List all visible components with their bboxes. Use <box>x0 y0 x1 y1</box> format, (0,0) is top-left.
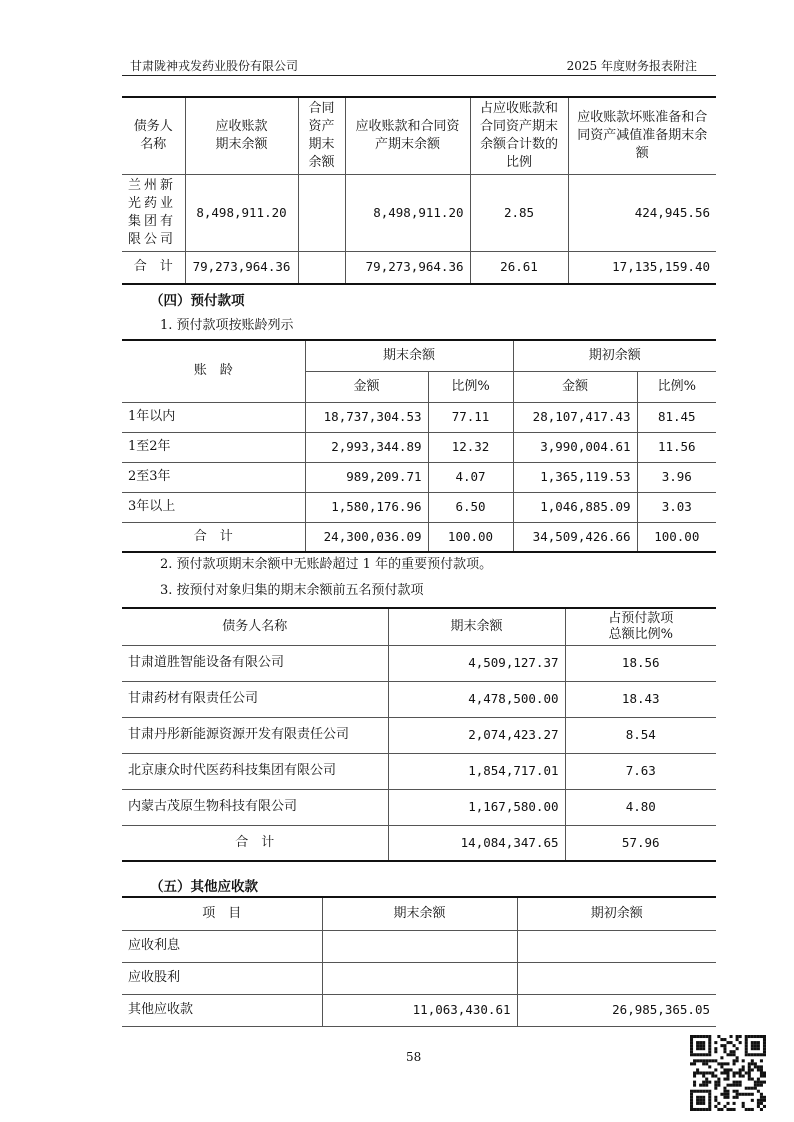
begin-amount: 3,990,004.61 <box>513 432 637 462</box>
table-row <box>122 462 716 492</box>
end-balance: 11,063,430.61 <box>322 994 517 1026</box>
debtor-name: 兰州新光药业集团有限公司 <box>122 174 185 251</box>
end-balance: 14,084,347.65 <box>388 825 565 861</box>
table-row <box>122 492 716 522</box>
ratio: 4.80 <box>565 789 716 825</box>
col-end-ratio: 比例% <box>428 371 513 402</box>
end-amount: 989,209.71 <box>305 462 428 492</box>
ratio: 57.96 <box>565 825 716 861</box>
total-label: 合 计 <box>122 825 388 861</box>
table-row <box>122 789 716 825</box>
note-no-significant-aged: 2. 预付款项期末余额中无账龄超过 1 年的重要预付款项。 <box>160 557 493 572</box>
table-row <box>122 402 716 432</box>
col-debtor: 债务人 名称 <box>122 97 185 174</box>
begin-amount: 1,365,119.53 <box>513 462 637 492</box>
qr-code-icon <box>690 1035 766 1111</box>
end-balance: 1,854,717.01 <box>388 753 565 789</box>
begin-ratio: 3.03 <box>637 492 716 522</box>
table-row <box>122 432 716 462</box>
begin-amount: 28,107,417.43 <box>513 402 637 432</box>
other-receivables-table <box>122 896 716 1027</box>
debtor-name: 内蒙古茂原生物科技有限公司 <box>122 789 388 825</box>
begin-ratio: 100.00 <box>637 522 716 552</box>
table-row <box>122 930 716 962</box>
col-provision: 应收账款坏账准备和合同资产减值准备期末余额 <box>568 97 716 174</box>
aging: 3年以上 <box>122 492 305 522</box>
receivables-top-debtor-table <box>122 96 716 285</box>
begin-ratio: 11.56 <box>637 432 716 462</box>
subsection-top-five: 3. 按预付对象归集的期末余额前五名预付款项 <box>160 583 424 598</box>
provision: 424,945.56 <box>568 174 716 251</box>
page-number: 58 <box>406 1050 422 1064</box>
prepayments-top-five-table <box>122 607 716 862</box>
end-balance <box>322 930 517 962</box>
col-begin-balance: 期初余额 <box>517 897 716 930</box>
section-title-other-receivables: （五）其他应收款 <box>150 879 258 895</box>
total-label: 合 计 <box>122 251 185 284</box>
col-aging: 账 龄 <box>122 340 305 402</box>
begin-ratio: 81.45 <box>637 402 716 432</box>
end-balance: 4,509,127.37 <box>388 645 565 681</box>
begin-balance: 26,985,365.05 <box>517 994 716 1026</box>
end-balance: 1,167,580.00 <box>388 789 565 825</box>
col-debtor: 债务人名称 <box>122 608 388 645</box>
aging: 1年以内 <box>122 402 305 432</box>
col-end-balance: 期末余额 <box>322 897 517 930</box>
section-title-prepayments: （四）预付款项 <box>150 293 245 309</box>
end-balance: 2,074,423.27 <box>388 717 565 753</box>
table-row <box>122 645 716 681</box>
ratio: 18.43 <box>565 681 716 717</box>
debtor-name: 甘肃丹彤新能源资源开发有限责任公司 <box>122 717 388 753</box>
begin-balance <box>517 962 716 994</box>
total-end: 79,273,964.36 <box>345 251 470 284</box>
prepayments-aging-table <box>122 339 716 553</box>
col-end-balance: 期末余额 <box>305 340 513 371</box>
header-company: 甘肃陇神戎发药业股份有限公司 <box>130 59 299 73</box>
ar-end: 79,273,964.36 <box>185 251 298 284</box>
col-begin-balance: 期初余额 <box>513 340 716 371</box>
ratio: 2.85 <box>470 174 568 251</box>
contract-assets <box>298 174 345 251</box>
table-row <box>122 681 716 717</box>
total-row <box>122 522 716 552</box>
col-contract-assets: 合同资产期末余额 <box>298 97 345 174</box>
begin-balance <box>517 930 716 962</box>
end-ratio: 4.07 <box>428 462 513 492</box>
ratio: 8.54 <box>565 717 716 753</box>
ratio: 26.61 <box>470 251 568 284</box>
end-balance <box>322 962 517 994</box>
col-ar-end: 应收账款 期末余额 <box>185 97 298 174</box>
end-amount: 2,993,344.89 <box>305 432 428 462</box>
end-ratio: 100.00 <box>428 522 513 552</box>
ratio: 7.63 <box>565 753 716 789</box>
aging: 2至3年 <box>122 462 305 492</box>
begin-amount: 1,046,885.09 <box>513 492 637 522</box>
end-amount: 18,737,304.53 <box>305 402 428 432</box>
table-row <box>122 174 716 251</box>
contract-assets <box>298 251 345 284</box>
ar-end: 8,498,911.20 <box>185 174 298 251</box>
begin-ratio: 3.96 <box>637 462 716 492</box>
end-ratio: 77.11 <box>428 402 513 432</box>
header-report-title: 2025 年度财务报表附注 <box>566 59 697 73</box>
table-row <box>122 962 716 994</box>
header-divider <box>122 75 716 76</box>
end-balance: 4,478,500.00 <box>388 681 565 717</box>
col-end-balance: 期末余额 <box>388 608 565 645</box>
col-begin-amount: 金额 <box>513 371 637 402</box>
debtor-name: 北京康众时代医药科技集团有限公司 <box>122 753 388 789</box>
item: 应收股利 <box>122 962 322 994</box>
end-amount: 1,580,176.96 <box>305 492 428 522</box>
total-row <box>122 251 716 284</box>
table-row <box>122 717 716 753</box>
col-end-amount: 金额 <box>305 371 428 402</box>
total-row <box>122 825 716 861</box>
col-item: 项 目 <box>122 897 322 930</box>
begin-amount: 34,509,426.66 <box>513 522 637 552</box>
col-begin-ratio: 比例% <box>637 371 716 402</box>
debtor-name: 甘肃药材有限责任公司 <box>122 681 388 717</box>
end-ratio: 6.50 <box>428 492 513 522</box>
col-total-end: 应收账款和合同资产期末余额 <box>345 97 470 174</box>
subsection-aging: 1. 预付款项按账龄列示 <box>160 318 294 333</box>
item: 其他应收款 <box>122 994 322 1026</box>
end-amount: 24,300,036.09 <box>305 522 428 552</box>
total-label: 合 计 <box>122 522 305 552</box>
aging: 1至2年 <box>122 432 305 462</box>
table-row <box>122 994 716 1026</box>
item: 应收利息 <box>122 930 322 962</box>
total-end: 8,498,911.20 <box>345 174 470 251</box>
col-ratio: 占应收账款和合同资产期末余额合计数的比例 <box>470 97 568 174</box>
provision: 17,135,159.40 <box>568 251 716 284</box>
table-header-row <box>122 97 716 174</box>
table-row <box>122 753 716 789</box>
end-ratio: 12.32 <box>428 432 513 462</box>
debtor-name: 甘肃道胜智能设备有限公司 <box>122 645 388 681</box>
col-ratio: 占预付款项 总额比例% <box>565 608 716 645</box>
ratio: 18.56 <box>565 645 716 681</box>
